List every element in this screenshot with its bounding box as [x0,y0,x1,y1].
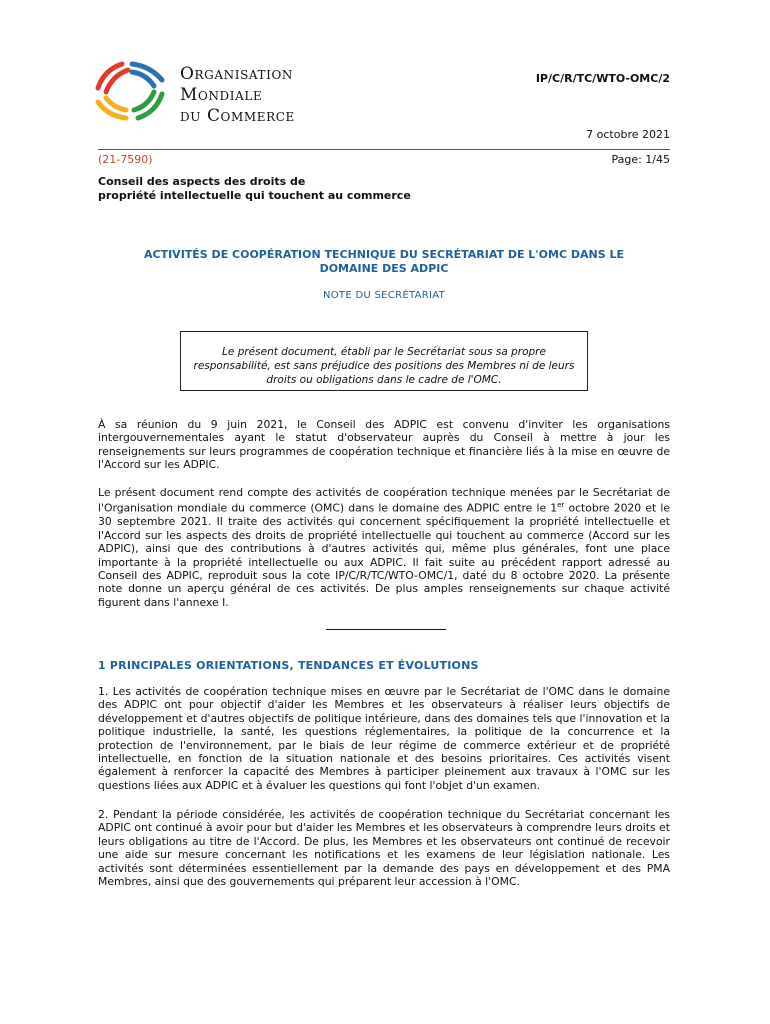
ordinal-superscript: er [557,501,565,510]
section-1-paragraph-1: 1. Les activités de coopération technique mises en œuvre par le Secrétariat de l'OMC dans le domaine des ADPIC ont pour objectif d'aider les Membres et les observateurs à réaliser leurs objectifs de développement et d'autres objectifs de politique intérieure, dans des domaines tels que l'innovation et la politique industrielle, la santé, les questions réglementaires, la politique de la concurrence et la protection de l'environnement, par le biais de leur régime de commerce extérieur et de propriété intellectuelle, en fonction de la situation nationale et des besoins prioritaires. Ces activités visent également à renforcer la capacité des Membres à participer pleinement aux travaux à l'OMC sur les questions liées aux ADPIC et à évaluer les questions qui font l'objet d'un examen. [98,685,670,792]
council-name-line1: Conseil des aspects des droits de [98,175,306,188]
section-separator [326,629,446,630]
document-title-line2: DOMAINE DES ADPIC [319,262,449,275]
document-date: 7 octobre 2021 [586,128,670,141]
logo-wordmark [180,64,295,127]
disclaimer-box: Le présent document, établi par le Secrétariat sous sa propre responsabilité, est sans préjudice des positions des Membres ni de leurs droits ou obligations dans le cadre de l'OMC. [180,331,588,391]
section-1-heading: 1 PRINCIPALES ORIENTATIONS, TENDANCES ET ÉVOLUTIONS [98,659,479,672]
intro-paragraph-2-start: Le présent document rend compte des activités de coopération technique menées par le Secrétariat de l'Organisation mondiale du commerce (OMC) dans le domaine des ADPIC entre le 1 [98,486,670,515]
note-label: NOTE DU SECRÉTARIAT [322,290,445,301]
section-1-paragraph-2: 2. Pendant la période considérée, les activités de coopération technique du Secrétariat concernant les ADPIC ont continué à avoir pour but d'aider les Membres et les observateurs à comprendre leurs droits et leurs obligations au titre de l'Accord. De plus, les Membres et les observateurs ont continué de recevoir une aide sur mesure concernant les notifications et les examens de leur législation nationale. Les activités sont déterminées essentiellement par la demande des pays en développement et des PMA Membres, ainsi que des gouvernements qui préparent leur accession à l'OMC. [98,808,670,889]
document-title-line1: ACTIVITÉS DE COOPÉRATION TECHNIQUE DU SECRÉTARIAT DE L'OMC DANS LE [144,248,624,261]
org-name-line1: Organisation [180,64,293,84]
wto-logo [92,56,342,126]
intro-paragraph-2-rest: octobre 2020 et le 30 septembre 2021. Il traite des activités qui concernent spécifiquement la propriété intellectuelle et l'Accord sur les aspects des droits de propriété intellectuelle qui touchent au commerce (Accord sur les ADPIC), ainsi que des contributions à d'autres activités qui, même plus générales, font une place importante à la propriété intellectuelle ou aux ADPIC. Il fait suite au précédent rapport adressé au Conseil des ADPIC, reproduit sous la cote IP/C/R/TC/WTO-OMC/1, daté du 8 octobre 2020. La présente note donne un aperçu général de ces activités. De plus amples renseignements sur chaque activité figurent dans l'annexe I. [98,502,670,609]
document-title [98,248,670,276]
document-reference: IP/C/R/TC/WTO-OMC/2 [535,72,670,85]
document-number: (21-7590) [98,153,153,166]
org-name-line2: Mondiale [180,85,263,105]
org-name-line3: du Commerce [180,106,295,126]
council-name [98,175,411,203]
intro-paragraph-2 [98,486,670,609]
header-divider [98,149,670,150]
intro-paragraph-1: À sa réunion du 9 juin 2021, le Conseil des ADPIC est convenu d'inviter les organisations intergouvernementales ayant le statut d'observateur auprès du Conseil à mettre à jour les renseignements sur leurs programmes de coopération technique et financière liés à la mise en œuvre de l'Accord sur les ADPIC. [98,418,670,472]
page-indicator: Page: 1/45 [611,153,670,166]
wto-emblem-icon [92,58,172,124]
council-name-line2: propriété intellectuelle qui touchent au commerce [98,189,411,202]
